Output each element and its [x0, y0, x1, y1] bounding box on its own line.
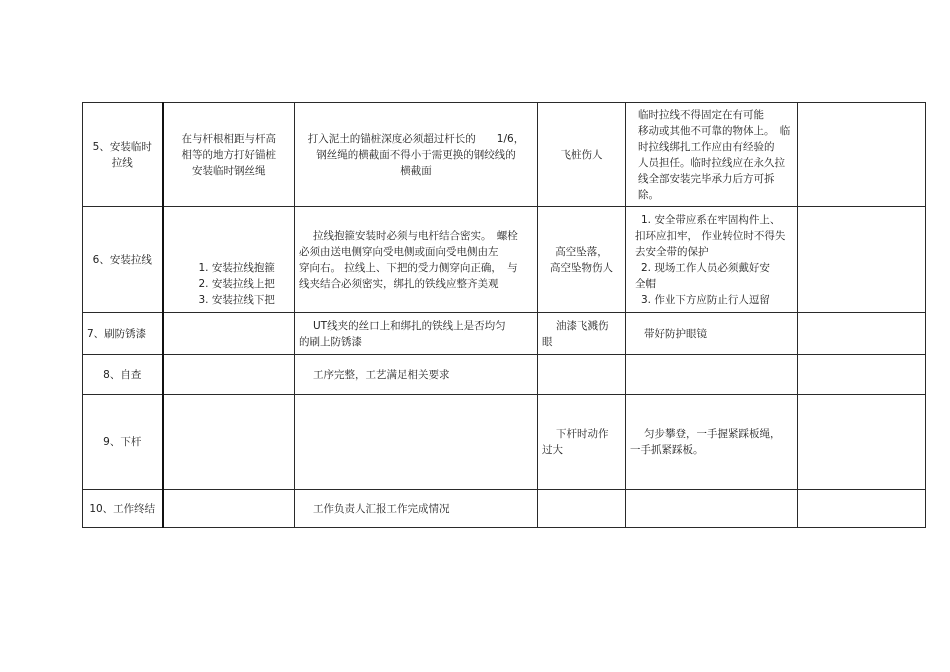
precaution-cell	[626, 355, 798, 395]
table-row	[83, 355, 926, 395]
content-item: 2. 安装拉线上把	[198, 278, 275, 290]
precaution-line: 匀步攀登，一手握紧踩板绳，	[644, 428, 781, 440]
quality-line: 打入泥土的锚桩深度必须超过杆长的 1/6，	[307, 132, 525, 145]
precaution-line: 移动或其他不可靠的物体上。 临	[638, 124, 791, 137]
precaution-line: 线全部安装完毕承力后方可拆	[638, 172, 775, 185]
quality-line: 拉线抱箍安装时必须与电杆结合密实。 螺栓	[313, 229, 518, 242]
precaution-line: 2. 现场工作人员必须戴好安	[641, 261, 770, 274]
precaution-line: 扣环应扣牢， 作业转位时不得失	[635, 229, 786, 242]
quality-line: 穿向右。 拉线上、下把的受力侧穿向正确， 与	[299, 261, 518, 274]
content-cell	[163, 207, 295, 313]
quality-line: 线夹结合必须密实，绑扎的铁线应整齐美观	[299, 277, 499, 290]
quality-line: 的刷上防锈漆	[299, 335, 362, 348]
quality-label: 工作负责人汇报工作完成情况	[313, 502, 450, 515]
precaution-cell	[626, 103, 798, 207]
content-item: 1. 安装拉线抱箍	[198, 262, 275, 274]
content-line: 在与杆根相距与杆高	[181, 132, 276, 145]
content-item: 3. 安装拉线下把	[198, 294, 275, 306]
hazard-cell	[538, 395, 626, 490]
precaution-line: 全帽	[635, 277, 656, 290]
hazard-cell	[538, 490, 626, 528]
content-line: 安装临时钢丝绳	[192, 164, 266, 177]
content-cell	[163, 490, 295, 528]
precaution-label: 带好防护眼镜	[644, 327, 707, 340]
table-row	[83, 490, 926, 528]
table-row	[83, 313, 926, 355]
step-label: 8、自查	[103, 368, 142, 381]
extra-cell	[798, 490, 926, 528]
quality-line: 横截面	[400, 164, 432, 177]
extra-cell	[798, 395, 926, 490]
step-cell	[83, 490, 163, 528]
step-label: 9、下杆	[103, 436, 142, 448]
content-line: 相等的地方打好锚桩	[181, 148, 276, 161]
step-label: 6、安装拉线	[92, 253, 152, 266]
quality-line: UT线夹的丝口上和绑扎的铁线上是否均匀	[313, 319, 506, 332]
precaution-line: 临时拉线不得固定在有可能	[638, 108, 764, 121]
hazard-line: 高空坠落，	[555, 245, 608, 258]
precaution-cell	[626, 207, 798, 313]
step-label: 5、安装临时拉线	[92, 140, 152, 169]
content-cell	[163, 103, 295, 207]
step-cell	[83, 103, 163, 207]
table-row	[83, 395, 926, 490]
quality-label: 工序完整，工艺满足相关要求	[313, 368, 450, 381]
hazard-line: 过大	[542, 444, 563, 456]
quality-cell	[295, 103, 538, 207]
content-cell	[163, 313, 295, 355]
step-label: 7、刷防锈漆	[87, 327, 147, 340]
extra-cell	[798, 355, 926, 395]
hazard-line: 下杆时动作	[556, 428, 609, 440]
quality-cell	[295, 395, 538, 490]
quality-cell	[295, 490, 538, 528]
step-cell	[83, 207, 163, 313]
hazard-line: 高空坠物伤人	[550, 261, 613, 274]
quality-cell	[295, 313, 538, 355]
step-label: 10、工作终结	[89, 502, 156, 515]
precaution-line: 时拉线绑扎工作应由有经验的	[638, 140, 775, 153]
work-procedure-table	[82, 102, 926, 528]
hazard-cell	[538, 207, 626, 313]
precaution-line: 3. 作业下方应防止行人逗留	[641, 293, 770, 306]
hazard-label: 飞桩伤人	[560, 148, 603, 161]
content-cell	[163, 355, 295, 395]
hazard-cell	[538, 103, 626, 207]
extra-cell	[798, 103, 926, 207]
precaution-line: 一手抓紧踩板。	[630, 444, 704, 456]
precaution-cell	[626, 313, 798, 355]
table-row	[83, 207, 926, 313]
precaution-line: 1. 安全带应系在牢固构件上、	[641, 213, 781, 226]
hazard-cell	[538, 355, 626, 395]
quality-cell	[295, 207, 538, 313]
extra-cell	[798, 207, 926, 313]
precaution-line: 去安全带的保护	[635, 245, 709, 258]
step-cell	[83, 313, 163, 355]
quality-line: 钢丝绳的横截面不得小于需更换的钢绞线的	[316, 148, 516, 161]
extra-cell	[798, 313, 926, 355]
hazard-cell	[538, 313, 626, 355]
hazard-line: 油漆飞溅伤	[556, 319, 609, 332]
precaution-line: 人员担任。临时拉线应在永久拉	[638, 156, 785, 169]
precaution-cell	[626, 395, 798, 490]
precaution-cell	[626, 490, 798, 528]
step-cell	[83, 355, 163, 395]
quality-line: 必须由送电侧穿向受电侧或面向受电侧由左	[299, 245, 499, 258]
content-cell	[163, 395, 295, 490]
quality-cell	[295, 355, 538, 395]
hazard-line: 眼	[542, 335, 553, 348]
table-row	[83, 103, 926, 207]
step-cell	[83, 395, 163, 490]
precaution-line: 除。	[638, 188, 659, 201]
